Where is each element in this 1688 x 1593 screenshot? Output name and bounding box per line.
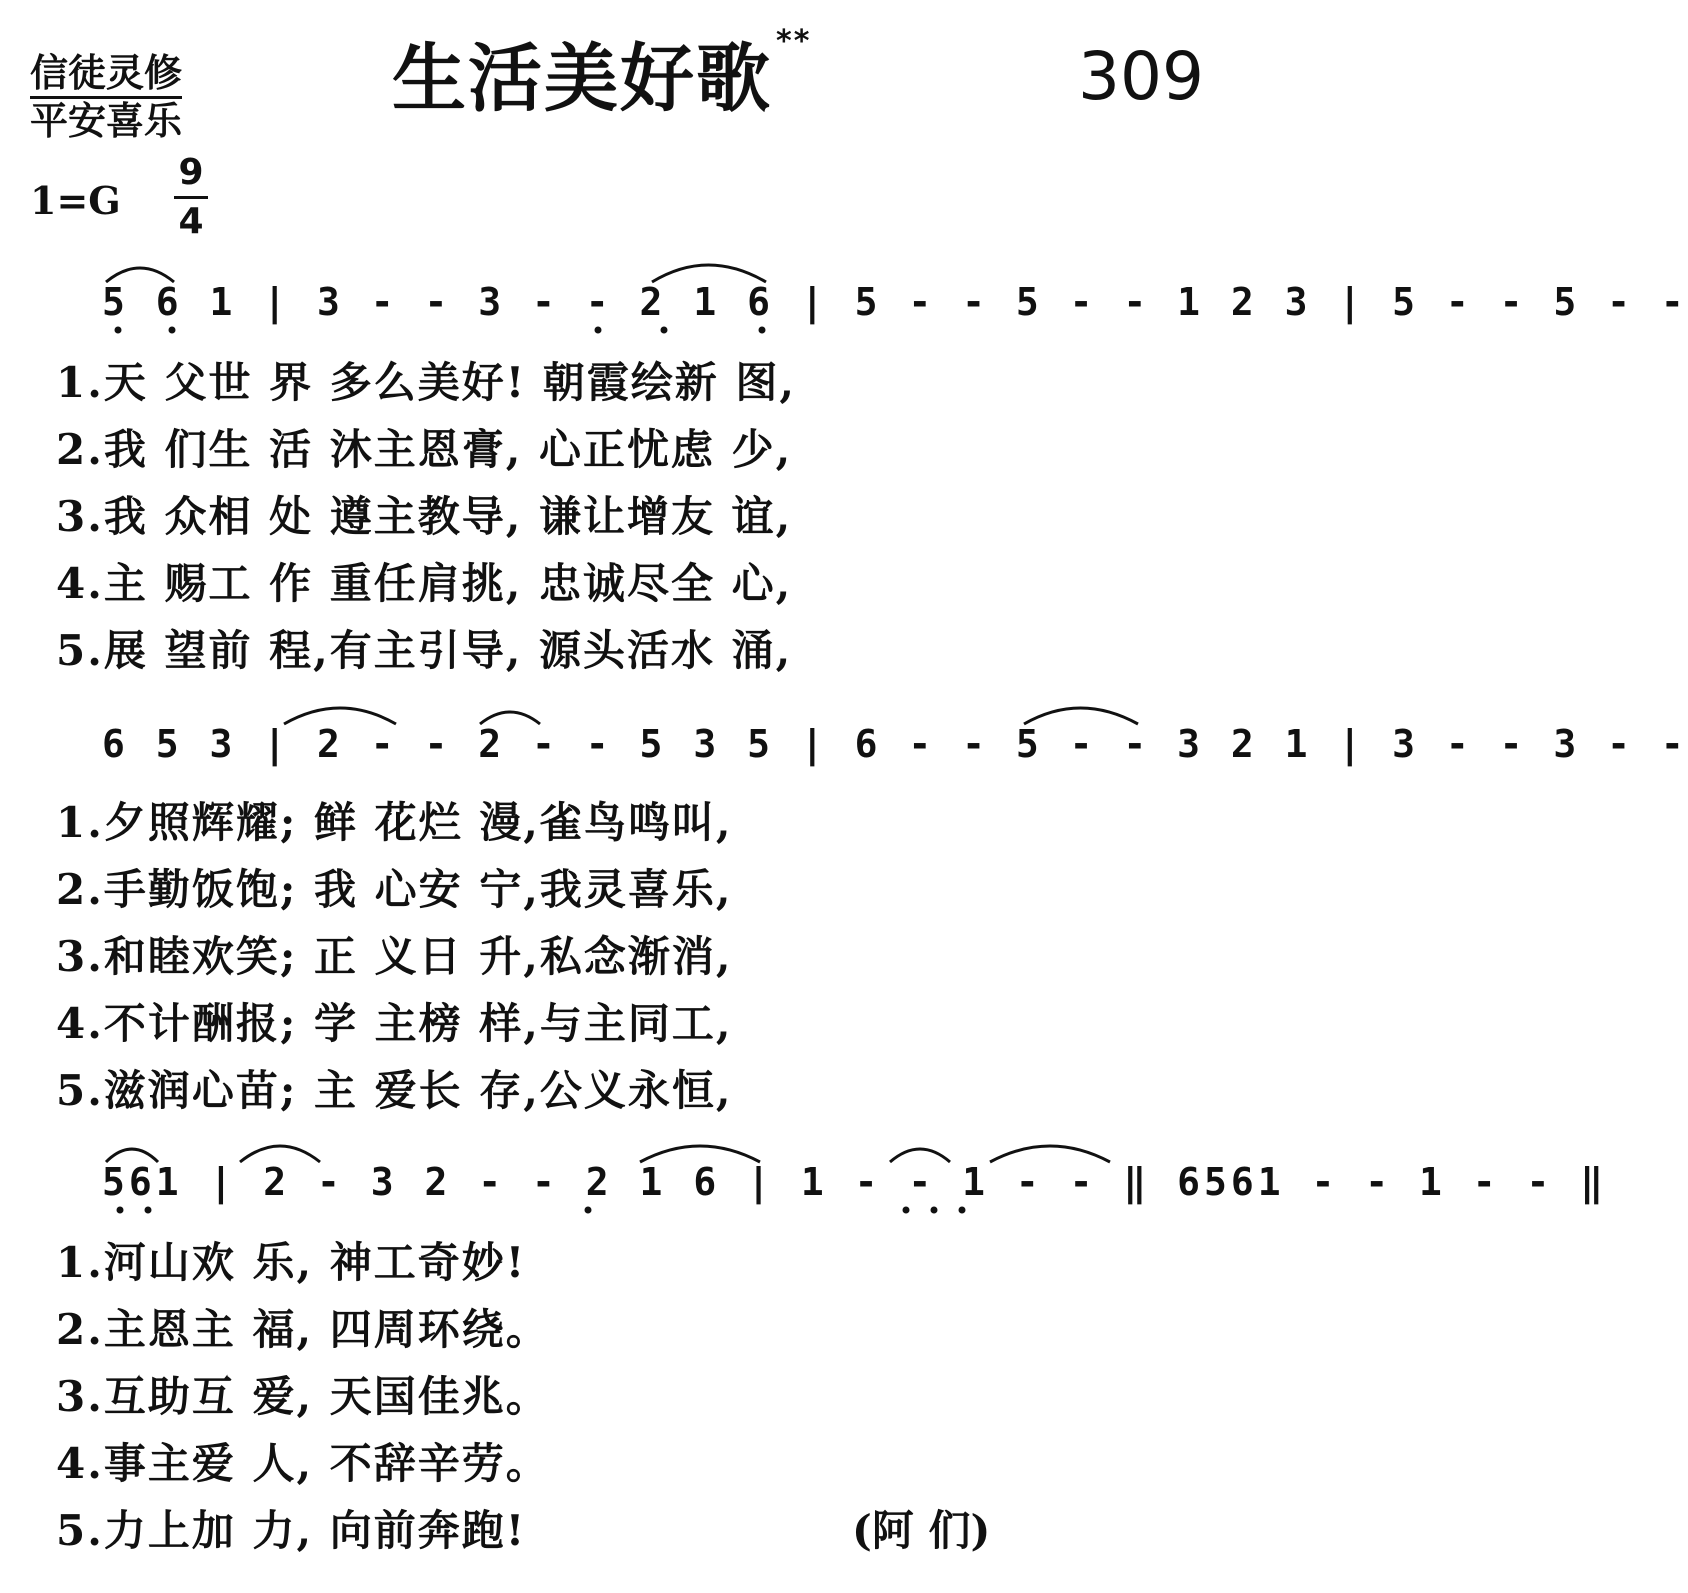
- octave-dot: [115, 327, 122, 334]
- category-label-devotion: 信徒灵修: [30, 42, 182, 97]
- lyric-s2-v4: 4.不计酬报; 学 主榜 样,与主同工,: [56, 999, 733, 1048]
- lyric-s3-v2: 2.主恩主 福, 四周环绕。: [56, 1305, 550, 1354]
- title-footnote-mark: **: [776, 24, 812, 59]
- octave-dot: [903, 1207, 910, 1214]
- notation-line-3: 561 | 2 - 3 2 - - 2 1 6 | 1 - - 1 - - ‖ 6561 - - 1 - - ‖: [102, 1160, 1608, 1204]
- key-signature: 1=G: [30, 178, 121, 223]
- slur-arc: [106, 268, 174, 282]
- lyric-s1-v1: 1.天 父世 界 多么美好! 朝霞绘新 图,: [56, 358, 797, 407]
- octave-dot: [117, 1207, 124, 1214]
- slur-arc: [240, 1146, 320, 1162]
- amen-ending: (阿 们): [852, 1506, 991, 1555]
- octave-dot: [959, 1207, 966, 1214]
- lyric-s3-v5: 5.力上加 力, 向前奔跑!: [56, 1506, 527, 1555]
- octave-dot: [595, 327, 602, 334]
- octave-dot: [759, 327, 766, 334]
- lyric-s1-v3: 3.我 众相 处 遵主教导, 谦让增友 谊,: [56, 492, 793, 541]
- lyric-s3-v4: 4.事主爱 人, 不辞辛劳。: [56, 1439, 550, 1488]
- notation-line-1: 5 6 1 | 3 - - 3 - - 2 1 6 | 5 - - 5 - - 1 2 3 | 5 - - 5 - -: [102, 280, 1688, 324]
- hymn-number: 309: [1078, 38, 1204, 115]
- octave-dot: [169, 327, 176, 334]
- lyric-s3-v1: 1.河山欢 乐, 神工奇妙!: [56, 1238, 527, 1287]
- octave-dot: [931, 1207, 938, 1214]
- category-label-peace-joy: 平安喜乐: [30, 99, 183, 143]
- lyric-s1-v5: 5.展 望前 程,有主引导, 源头活水 涌,: [56, 626, 793, 675]
- slur-arc: [990, 1146, 1110, 1162]
- lyric-s2-v3: 3.和睦欢笑; 正 义日 升,私念渐消,: [56, 932, 733, 981]
- lyric-s2-v2: 2.手勤饭饱; 我 心安 宁,我灵喜乐,: [56, 865, 733, 914]
- octave-dot: [661, 327, 668, 334]
- slur-arc: [640, 1146, 760, 1162]
- slur-arc: [480, 712, 540, 724]
- lyric-s1-v2: 2.我 们生 活 沐主恩膏, 心正忧虑 少,: [56, 425, 793, 474]
- time-denominator: 4: [178, 201, 204, 242]
- slur-arc: [106, 1149, 158, 1162]
- octave-dot: [585, 1207, 592, 1214]
- time-numerator: 9: [178, 152, 204, 193]
- lyric-s1-v4: 4.主 赐工 作 重任肩挑, 忠诚尽全 心,: [56, 559, 793, 608]
- lyric-s3-v3: 3.互助互 爱, 天国佳兆。: [56, 1372, 550, 1421]
- hymn-title: 生活美好歌: [392, 36, 772, 122]
- slur-arc: [652, 265, 766, 282]
- notation-line-2: 6 5 3 | 2 - - 2 - - 5 3 5 | 6 - - 5 - - 3 2 1 | 3 - - 3 - -: [102, 722, 1688, 766]
- slur-arc: [890, 1149, 950, 1162]
- lyric-s2-v5: 5.滋润心苗; 主 爱长 存,公义永恒,: [56, 1066, 733, 1115]
- slur-arc: [284, 708, 396, 724]
- slur-arc: [1024, 708, 1138, 724]
- lyric-s2-v1: 1.夕照辉耀; 鲜 花烂 漫,雀鸟鸣叫,: [56, 798, 733, 847]
- octave-dot: [145, 1207, 152, 1214]
